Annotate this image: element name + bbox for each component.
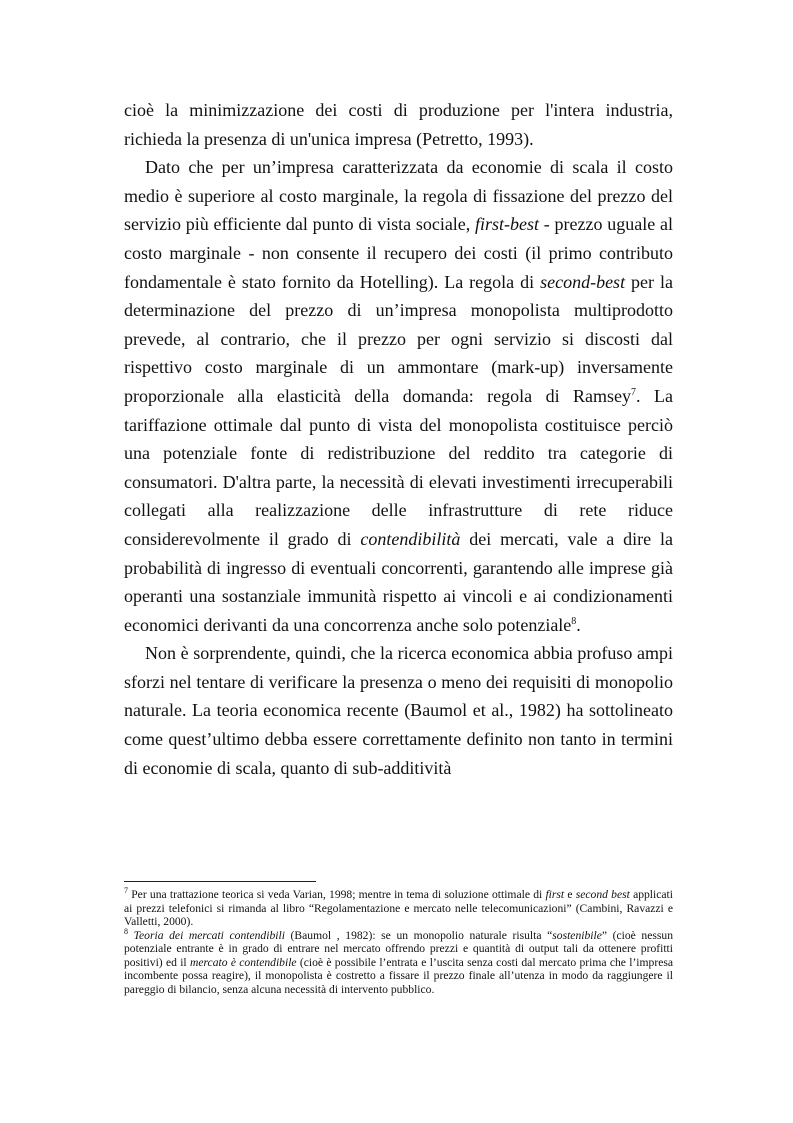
paragraph-1-text: cioè la minimizzazione dei costi di produzione per l'intera industria, richieda la presenza di un'unica impresa (Petretto, 1993). xyxy=(124,100,673,149)
paragraph-2-text-5: dei mercati, vale a dire la probabilità di ingresso di eventuali concorrenti, garantendo alle imprese già operanti una sostanziale immunità rispetto ai vincoli e ai condizionamenti economici derivanti da una concorrenza anche solo potenziale xyxy=(124,528,673,635)
paragraph-2-text-4: . La tariffazione ottimale dal punto di vista del monopolista costituisce perciò una potenziale fonte di redistribuzione del reddito tra categorie di consumatori. D'altra parte, la necessità di elevati investimenti irrecuperabili collegati alla realizzazione delle infrastrutture di rete riduce considerevolmente il grado di xyxy=(124,385,673,549)
footnote-8-term-contendibile: mercato è contendibile xyxy=(189,955,297,969)
paragraph-2-text-3: per la determinazione del prezzo di un’impresa monopolista multiprodotto prevede, al contrario, che il prezzo per ogni servizio si discosti dal rispettivo costo marginale di un ammontare (mark-up) inversamente proporzionale alla elasticità della domanda: regola di Ramsey xyxy=(124,271,673,406)
paragraph-3 xyxy=(124,639,673,782)
term-first-best: first-best xyxy=(475,214,540,235)
term-contendibilita: contendibilità xyxy=(360,528,461,549)
footnote-8-term-sostenibile: sostenibile xyxy=(552,928,602,942)
footnote-7-number: 7 xyxy=(124,886,128,896)
footnote-8-text-2: ” (cioè nessun potenziale entrante è in grado di entrare nel mercato offrendo prezzi e quantità di output tali da ottenere profitti positivi) ed il xyxy=(124,928,673,969)
paragraph-2-text-2: - prezzo uguale al costo marginale - non consente il recupero dei costi (il primo contributo fondamentale è stato fornito da Hotelling). La regola di xyxy=(124,214,673,292)
footnote-7-text-3: applicati ai prezzi telefonici si rimanda al libro “Regolamentazione e mercato nelle telecomunicazioni” (Cambini, Ravazzi e Valletti, 2000). xyxy=(124,888,673,928)
footnote-8-text-1: (Baumol , 1982): se un monopolio naturale risulta “ xyxy=(284,928,553,942)
footnote-7 xyxy=(124,888,673,929)
footnote-7-text-2: e xyxy=(564,888,576,901)
paragraph-2-text-6: . xyxy=(576,614,581,635)
footnote-8 xyxy=(124,926,674,997)
body-text xyxy=(124,96,673,782)
footnote-8-number: 8 xyxy=(124,926,128,936)
footnote-ref-8[interactable]: 8 xyxy=(571,615,577,627)
footnote-7-term-first: first xyxy=(545,888,565,901)
footnotes xyxy=(124,888,673,996)
footnote-ref-7[interactable]: 7 xyxy=(631,386,637,398)
term-second-best: second-best xyxy=(540,271,626,292)
footnote-separator xyxy=(124,881,316,882)
paragraph-2 xyxy=(124,153,673,639)
paragraph-2-text-1: Dato che per un’impresa caratterizzata da economie di scala il costo medio è superiore al costo marginale, la regola di fissazione del prezzo del servizio più efficiente dal punto di vista sociale, xyxy=(124,157,673,235)
footnote-7-text-1: Per una trattazione teorica si veda Varian, 1998; mentre in tema di soluzione ottimale di xyxy=(128,888,546,901)
footnote-7-term-second-best: second best xyxy=(575,888,630,901)
footnote-8-term-teoria: Teoria dei mercati contendibili xyxy=(133,928,285,942)
paragraph-1 xyxy=(124,96,673,153)
footnote-8-text-3: (cioè è possibile l’entrata e l’uscita senza costi dal mercato prima che l’impresa incombente possa reagire), il monopolista è costretto a fissare il prezzo finale all’utenza in modo da raggiungere il pareggio di bilancio, senza alcuna necessità di intervento pubblico. xyxy=(124,955,674,996)
paragraph-3-text: Non è sorprendente, quindi, che la ricerca economica abbia profuso ampi sforzi nel tentare di verificare la presenza o meno dei requisiti di monopolio naturale. La teoria economica recente (Baumol et al., 1982) ha sottolineato come quest’ultimo debba essere correttamente definito non tanto in termini di economie di scala, quanto di sub-additività xyxy=(124,643,673,778)
